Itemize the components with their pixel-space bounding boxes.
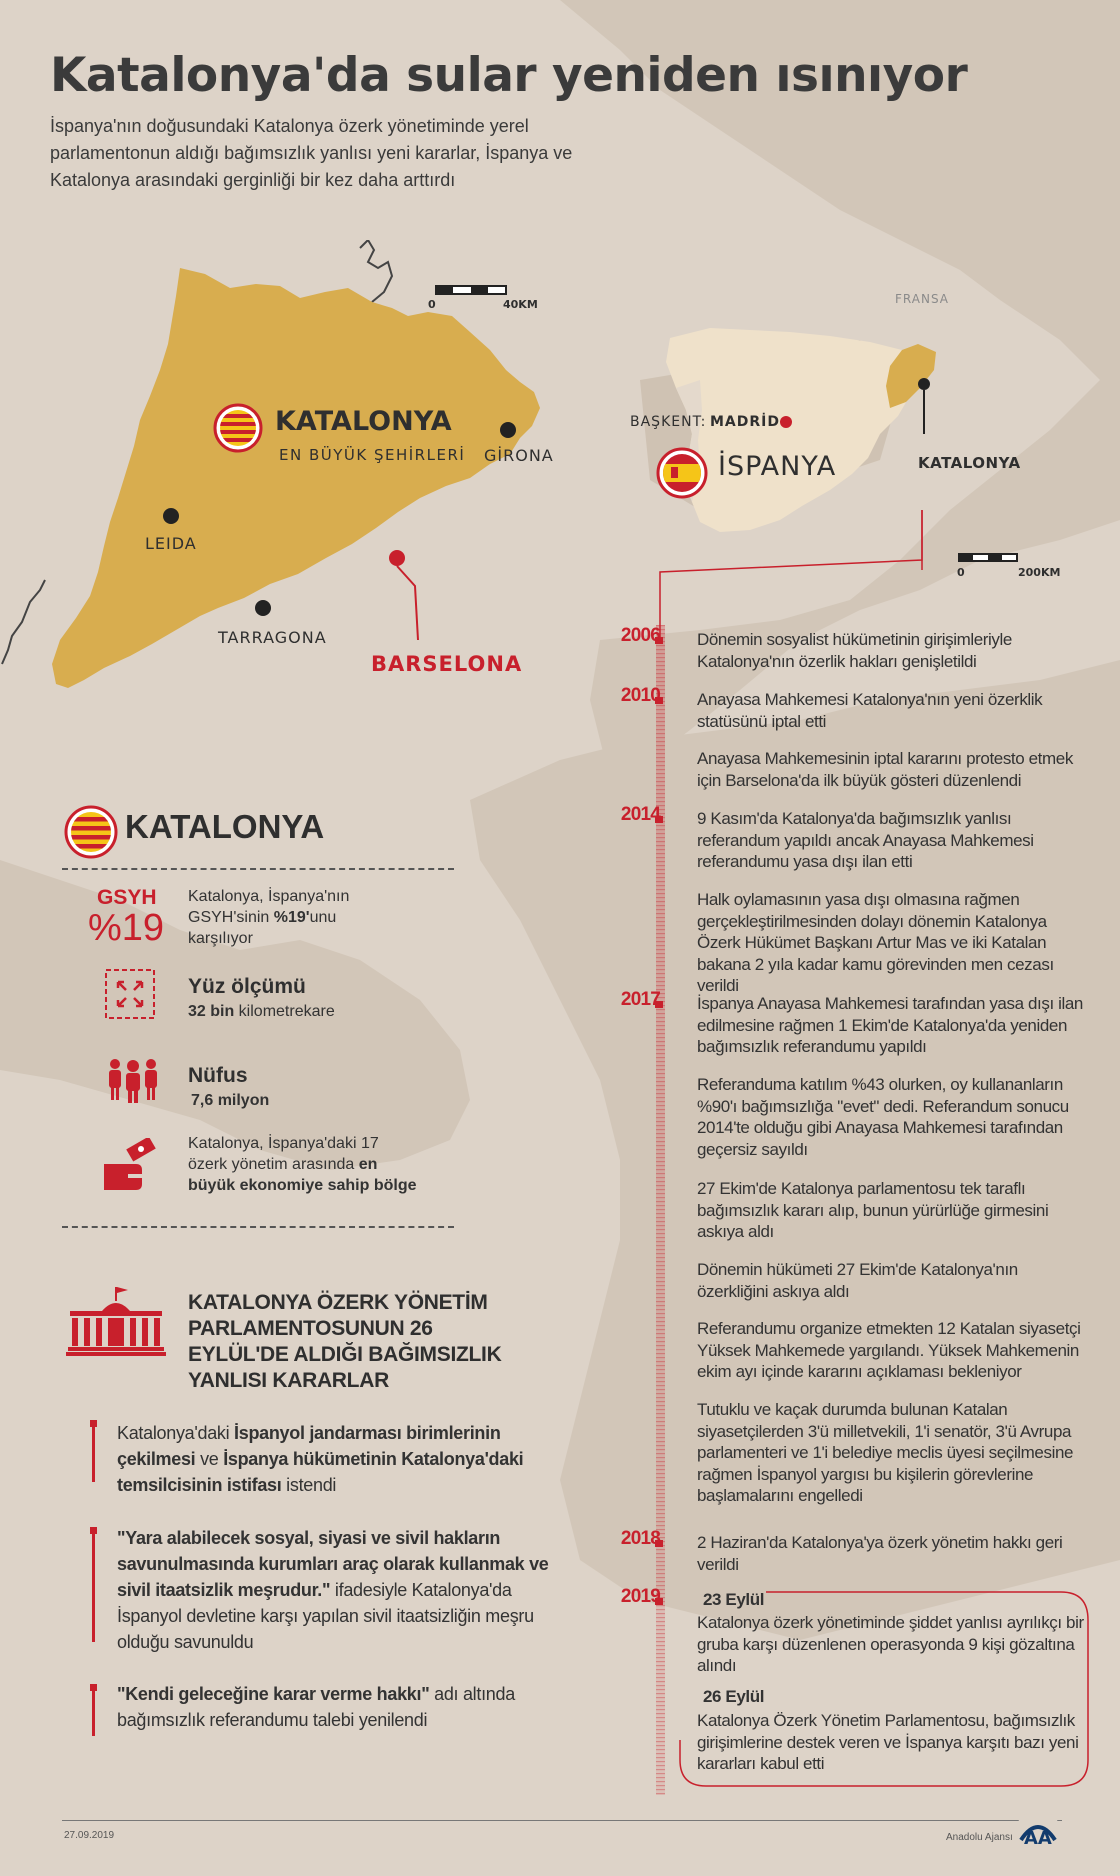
page-title: Katalonya'da sular yeniden ısınıyor	[50, 48, 968, 103]
timeline-2019-entry-2: Katalonya Özerk Yönetim Parlamentosu, bağımsızlık girişimlerine destek veren ve İspanya karşıtı bazı yeni kararları kabul etti	[697, 1711, 1079, 1773]
agency-logo	[1015, 1810, 1061, 1856]
timeline-connector	[656, 510, 946, 640]
catalonia-map-label: KATALONYA	[275, 406, 452, 437]
barselona-dot	[389, 550, 405, 566]
timeline-entry: Dönemin sosyalist hükümetinin girişimleriyle Katalonya'nın özerlik hakları genişletildi	[697, 630, 1012, 671]
gdp-label: GSYH	[97, 886, 157, 909]
spain-scale-zero: 0	[957, 566, 965, 579]
timeline-entry: Halk oylamasının yasa dışı olmasına rağmen gerçekleştirilmesinden dolayı dönemin Katalonya Özerk Hükümet Başkanı Artur Mas ve iki Katalan bakana 2 yıla kadar kamu görevinden men cezası verildi	[697, 890, 1054, 995]
timeline-entry: Anayasa Mahkemesinin iptal kararını protesto etmek için Barselona'da ilk büyük gösteri düzenlendi	[697, 749, 1073, 790]
catalonia-flag-icon-2	[64, 805, 118, 859]
spain-flag-icon	[656, 447, 708, 499]
area-text: 32 bin kilometrekare	[188, 1003, 335, 1020]
city-girona: GİRONA	[484, 446, 554, 465]
timeline-entry: İspanya Anayasa Mahkemesi tarafından yasa dışı ilan edilmesine rağmen 1 Ekim'de Katalonya'da yeniden bağımsızlık referandumu yapıldı	[697, 994, 1083, 1056]
timeline-entry: 9 Kasım'da Katalonya'da bağımsızlık yanlısı referandum yapıldı ancak Anayasa Mahkemesi referandumu yasa dışı ilan etti	[697, 809, 1034, 871]
page-subtitle: İspanya'nın doğusundaki Katalonya özerk yönetiminde yerel parlamentonun aldığı bağımsızlık yanlısı yeni kararlar, İspanya ve Katalonya arasındaki gerginliği bir kez daha arttırdı	[50, 116, 573, 190]
timeline-entry: Referandumu organize etmekten 12 Katalan siyasetçi Yüksek Mahkemede yargılandı. Yüksek Mahkemenin ekim ayı içinde kararını açıklaması bekleniyor	[697, 1319, 1081, 1381]
year-2014: 2014	[620, 804, 660, 825]
year-2006: 2006	[620, 625, 660, 646]
parliament-icon	[66, 1287, 166, 1357]
catalonia-flag-icon	[213, 403, 263, 453]
year-2018: 2018	[620, 1528, 660, 1549]
timeline-entry: 27 Ekim'de Katalonya parlamentosu tek taraflı bağımsızlık kararı alıp, bunun yürürlüğe girmesini askıya aldı	[697, 1179, 1049, 1241]
spain-label: İSPANYA	[718, 451, 837, 482]
year-2010: 2010	[620, 685, 660, 706]
city-leida: LEIDA	[145, 534, 197, 553]
timeline-entry: Referanduma katılım %43 olurken, oy kullananların %90'ı bağımsızlığa "evet" dedi. Referandum sonucu 2014'te olduğu gibi Anayasa Mahkemesi tarafından geçersiz sayıldı	[697, 1075, 1069, 1159]
timeline-2019-date-2: 26 Eylül	[703, 1687, 765, 1706]
parliament-bullet-2: "Yara alabilecek sosyal, siyasi ve sivil hakların savunulmasında kurumları araç olarak kullanmak ve sivil itaatsizlik meşrudur." ifadesiyle Katalonya'da İspanyol devletine karşı yapılan sivil itaatsizliğin meşru olduğu savunuldu	[117, 1528, 549, 1652]
spain-scale-bar	[958, 552, 1020, 564]
footer-rule	[62, 1820, 1062, 1821]
area-icon	[104, 968, 156, 1020]
timeline-bar	[655, 625, 675, 1795]
spain-scale-max: 200KM	[1018, 566, 1061, 579]
parliament-heading: KATALONYA ÖZERK YÖNETİM PARLAMENTOSUNUN 26 EYLÜL'DE ALDIĞI BAĞIMSIZLIK YANLISI KARARLAR	[188, 1291, 502, 1392]
city-barselona: BARSELONA	[371, 652, 523, 676]
city-tarragona: TARRAGONA	[218, 628, 327, 647]
population-icon	[106, 1056, 160, 1104]
facts-heading: KATALONYA	[125, 808, 325, 845]
bullet-marker-3	[92, 1684, 95, 1736]
economy-icon	[102, 1138, 160, 1194]
parliament-bullet-3: "Kendi geleceğine karar verme hakkı" adı altında bağımsızlık referandumu talebi yenilendi	[117, 1684, 515, 1730]
spain-map-catalonia-label: KATALONYA	[918, 454, 1021, 472]
area-title: Yüz ölçümü	[188, 975, 306, 998]
timeline-2019-date-1: 23 Eylül	[703, 1590, 765, 1609]
girona-dot	[500, 422, 516, 438]
gdp-value: %19	[88, 907, 165, 949]
footer-agency: Anadolu Ajansı	[946, 1832, 1013, 1843]
capital-prefix: BAŞKENT:	[630, 414, 707, 430]
year-2019: 2019	[620, 1586, 660, 1607]
timeline-entry: 2 Haziran'da Katalonya'ya özerk yönetim hakkı geri verildi	[697, 1533, 1063, 1574]
capital-madrid: MADRİD	[710, 414, 780, 430]
catalonia-scale-zero: 0	[428, 298, 436, 311]
parliament-bullet-1: Katalonya'daki İspanyol jandarması birimlerinin çekilmesi ve İspanya hükümetinin Katalonya'daki temsilcisinin istifası istendi	[117, 1423, 524, 1495]
bullet-marker-2	[92, 1527, 95, 1642]
population-title: Nüfus	[188, 1064, 248, 1087]
agency-logo-text: AA	[1024, 1828, 1052, 1849]
facts-divider-bottom	[62, 1226, 454, 1228]
population-value: 7,6 milyon	[191, 1092, 270, 1109]
catalonia-scale-max: 40KM	[503, 298, 538, 311]
leida-dot	[163, 508, 179, 524]
footer-date: 27.09.2019	[64, 1830, 115, 1841]
cities-caption: EN BÜYÜK ŞEHİRLERİ	[279, 446, 466, 464]
timeline-entry: Dönemin hükümeti 27 Ekim'de Katalonya'nın özerkliğini askıya aldı	[697, 1260, 1018, 1301]
facts-divider-top	[62, 868, 454, 870]
gdp-text: Katalonya, İspanya'nın GSYH'sinin %19'unu karşılıyor	[188, 888, 350, 947]
tarragona-dot	[255, 600, 271, 616]
year-2017: 2017	[620, 989, 660, 1010]
timeline-2019-entry-1: Katalonya özerk yönetiminde şiddet yanlısı ayrılıkçı bir gruba karşı düzenlenen operasyonda 9 kişi gözaltına alındı	[697, 1613, 1084, 1675]
france-label: FRANSA	[895, 292, 949, 306]
timeline-entry: Anayasa Mahkemesi Katalonya'nın yeni özerklik statüsünü iptal etti	[697, 690, 1043, 731]
economy-text: Katalonya, İspanya'daki 17 özerk yönetim arasında en büyük ekonomiye sahip bölge	[188, 1135, 417, 1194]
timeline-entry: Tutuklu ve kaçak durumda bulunan Katalan siyasetçilerden 3'ü milletvekili, 1'i senatör, 3'ü Avrupa parlamenteri ve 1'i belediye meclis üyesi seçilmesine rağmen İspanyol yargısı bu kişilerin görevlerine başlamalarını engelledi	[697, 1400, 1074, 1505]
bullet-marker-1	[92, 1420, 95, 1482]
